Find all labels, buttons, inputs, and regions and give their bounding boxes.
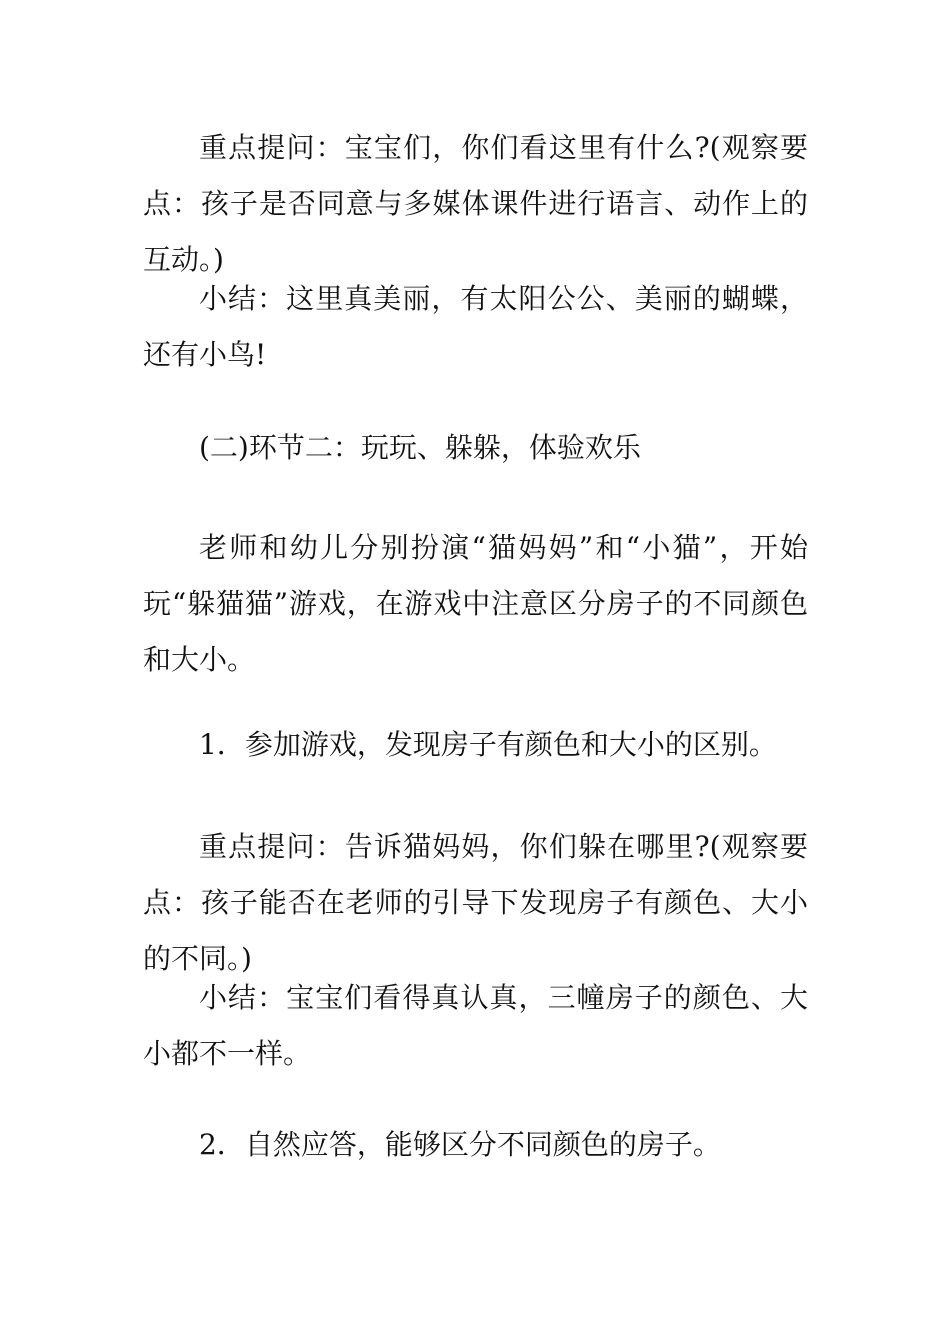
paragraph-key-question-1: 重点提问：宝宝们，你们看这里有什么?(观察要点：孩子是否同意与多媒体课件进行语言、动作上的互动。) bbox=[143, 131, 808, 276]
paragraph-step-1: 1．参加游戏，发现房子有颜色和大小的区别。 bbox=[199, 728, 777, 761]
paragraph-game-description: 老师和幼儿分别扮演“猫妈妈”和“小猫”，开始玩“躲猫猫”游戏，在游戏中注意区分房子的不同颜色和大小。 bbox=[143, 531, 808, 676]
paragraph-summary-2: 小结：宝宝们看得真认真，三幢房子的颜色、大小都不一样。 bbox=[143, 981, 808, 1070]
paragraph-step-2: 2．自然应答，能够区分不同颜色的房子。 bbox=[199, 1128, 721, 1161]
paragraph-summary-1: 小结：这里真美丽，有太阳公公、美丽的蝴蝶，还有小鸟! bbox=[143, 282, 808, 371]
paragraph-key-question-2: 重点提问：告诉猫妈妈，你们躲在哪里?(观察要点：孩子能否在老师的引导下发现房子有颜色、大小的不同。) bbox=[143, 830, 808, 975]
paragraph-section-heading: (二)环节二：玩玩、躲躲，体验欢乐 bbox=[199, 431, 641, 464]
